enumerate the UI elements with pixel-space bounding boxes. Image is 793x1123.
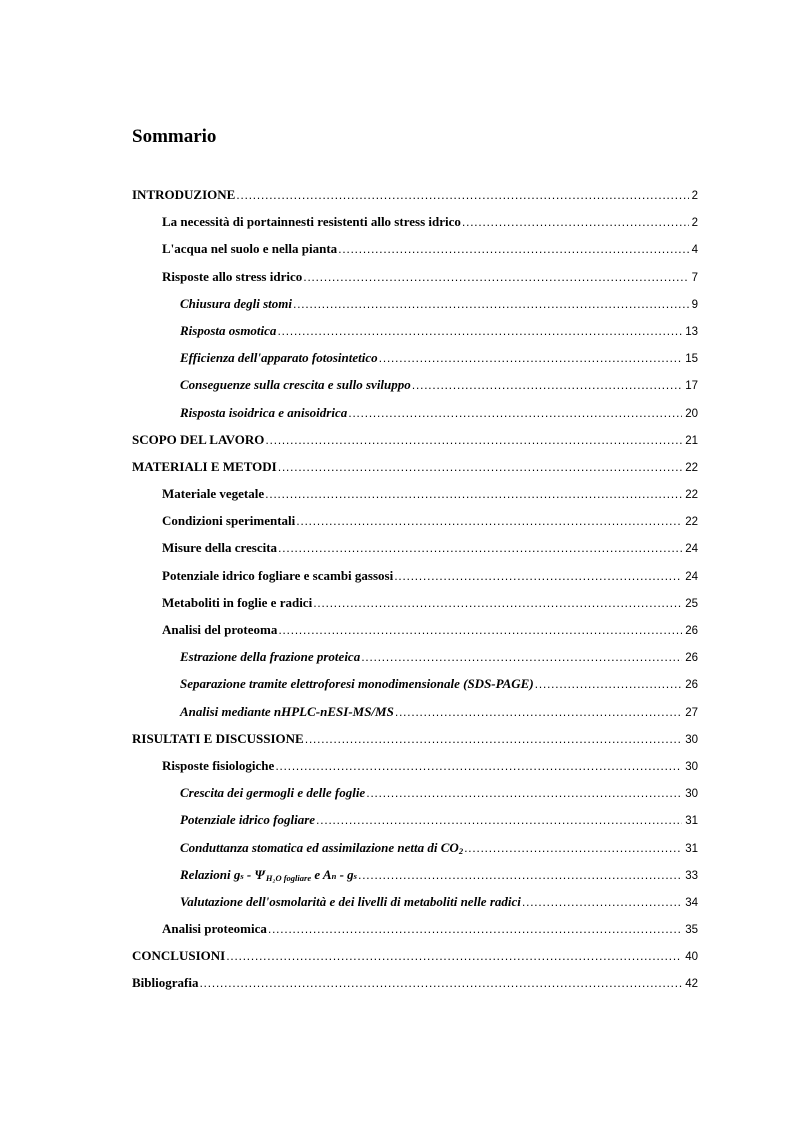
toc-entry-label: Misure della crescita <box>162 540 278 556</box>
toc-entry-misure-crescita[interactable] <box>132 534 698 561</box>
toc-entry-potenziale-scambi[interactable] <box>132 562 698 589</box>
toc-leader-dots <box>462 209 689 236</box>
toc-entry-label: Risposte fisiologiche <box>162 757 275 773</box>
toc-leader-dots <box>303 264 688 291</box>
toc-entry-label: La necessità di portainnesti resistenti allo stress idrico <box>162 214 461 230</box>
toc-entry-risposta-osmotica[interactable] <box>132 317 698 344</box>
co2-subscript: 2 <box>458 845 464 856</box>
toc-entry-label: Bibliografia <box>132 975 199 991</box>
toc-entry-label: Materiale vegetale <box>162 486 265 502</box>
toc-entry-potenziale-idrico[interactable] <box>132 806 698 833</box>
toc-leader-dots <box>278 617 682 644</box>
toc-leader-dots <box>338 236 688 263</box>
toc-entry-page: 26 <box>685 679 698 692</box>
toc-entry-label: Risposta isoidrica e anisoidrica <box>180 404 348 420</box>
toc-entry-page: 4 <box>691 244 698 257</box>
toc-leader-dots <box>226 943 682 970</box>
toc-entry-label: L'acqua nel suolo e nella pianta <box>162 241 338 257</box>
toc-leader-dots <box>277 318 682 345</box>
toc-entry-page: 26 <box>685 625 698 637</box>
toc-leader-dots <box>464 835 682 862</box>
toc-entry-analisi-proteoma[interactable] <box>132 616 698 643</box>
toc-entry-page: 31 <box>685 815 698 828</box>
toc-entry-isoidrica-anisoidrica[interactable] <box>132 399 698 426</box>
toc-entry-chiusura-stomi[interactable] <box>132 290 698 317</box>
toc-entry-bibliografia[interactable] <box>132 969 698 996</box>
toc-leader-dots <box>305 726 682 753</box>
toc-entry-label: Chiusura degli stomi <box>180 295 292 311</box>
toc-entry-page: 7 <box>691 271 698 284</box>
toc-entry-label: Estrazione della frazione proteica <box>180 649 361 665</box>
psi-subscript: H₂O fogliare <box>265 872 312 883</box>
toc-entry-analisi-proteomica[interactable] <box>132 915 698 942</box>
toc-entry-relazioni[interactable] <box>132 861 698 888</box>
toc-entry-acqua-suolo[interactable] <box>132 235 698 262</box>
toc-leader-dots <box>265 481 682 508</box>
toc-entry-page: 25 <box>685 597 698 610</box>
toc-entry-page: 30 <box>685 733 698 746</box>
toc-entry-risposte-stress[interactable] <box>132 263 698 290</box>
toc-entry-page: 17 <box>685 380 698 393</box>
toc-entry-label: Potenziale idrico fogliare e scambi gassosi <box>162 567 394 583</box>
toc-leader-dots <box>522 889 682 916</box>
toc-leader-dots <box>268 916 682 943</box>
toc-entry-page: 24 <box>685 543 698 556</box>
toc-leader-dots <box>379 345 683 372</box>
toc-entry-risposte-fisiologiche[interactable] <box>132 752 698 779</box>
toc-leader-dots <box>293 291 689 318</box>
toc-entry-label: Metaboliti in foglie e radici <box>162 594 313 610</box>
toc-entry-page: 24 <box>685 570 698 583</box>
toc-entry-label: Analisi del proteoma <box>162 622 278 637</box>
toc-entry-label: Efficienza dell'apparato fotosintetico <box>180 350 378 366</box>
toc-entry-page: 42 <box>685 978 698 991</box>
toc-entry-risultati-discussione[interactable] <box>132 725 698 752</box>
toc-leader-dots <box>278 535 682 562</box>
toc-entry-page: 26 <box>685 652 698 665</box>
page-title: Sommario <box>132 126 217 147</box>
toc-entry-page: 31 <box>685 842 698 855</box>
toc-entry-nhplc[interactable] <box>132 698 698 725</box>
toc-entry-materiale-vegetale[interactable] <box>132 480 698 507</box>
toc-entry-label: Valutazione dell'osmolarità e dei livelli di metaboliti nelle radici <box>180 893 521 909</box>
toc-entry-label: Conseguenze sulla crescita e sullo sviluppo <box>180 377 411 393</box>
toc-entry-page: 15 <box>685 353 698 366</box>
toc-leader-dots <box>366 780 682 807</box>
toc-entry-scopo-lavoro[interactable] <box>132 426 698 453</box>
toc-entry-metaboliti[interactable] <box>132 589 698 616</box>
toc-entry-portainnesti[interactable] <box>132 208 698 235</box>
toc-entry-condizioni-sperimentali[interactable] <box>132 507 698 534</box>
toc-entry-conseguenze-crescita[interactable] <box>132 371 698 398</box>
table-of-contents <box>132 181 698 997</box>
toc-entry-label: Separazione tramite elettroforesi monodimensionale (SDS-PAGE) <box>180 676 534 692</box>
toc-entry-page: 22 <box>685 461 698 474</box>
toc-leader-dots <box>275 753 682 780</box>
toc-leader-dots <box>395 699 682 726</box>
toc-entry-page: 35 <box>685 924 698 937</box>
toc-entry-label: Conduttanza stomatica ed assimilazione netta di CO2 <box>180 839 464 856</box>
toc-leader-dots <box>316 807 682 834</box>
toc-entry-page: 21 <box>685 434 698 447</box>
toc-leader-dots <box>394 563 682 590</box>
toc-entry-osmolarita[interactable] <box>132 888 698 915</box>
toc-entry-label: CONCLUSIONI <box>132 948 226 964</box>
toc-entry-conclusioni[interactable] <box>132 942 698 969</box>
toc-entry-label: Analisi proteomica <box>162 921 267 937</box>
toc-entry-crescita-germogli[interactable] <box>132 779 698 806</box>
toc-leader-dots <box>236 182 688 209</box>
toc-entry-label: Analisi mediante nHPLC-nESI-MS/MS <box>180 703 394 719</box>
toc-entry-label: Risposte allo stress idrico <box>162 268 303 284</box>
toc-entry-label: INTRODUZIONE <box>132 187 236 202</box>
toc-entry-efficienza-fotosintetico[interactable] <box>132 344 698 371</box>
toc-leader-dots <box>296 508 682 535</box>
toc-leader-dots <box>199 970 682 997</box>
toc-entry-label: Crescita dei germogli e delle foglie <box>180 785 366 801</box>
toc-entry-conduttanza[interactable] <box>132 834 698 861</box>
toc-entry-label: SCOPO DEL LAVORO <box>132 431 265 447</box>
toc-entry-page: 30 <box>685 788 698 801</box>
toc-entry-page: 27 <box>685 706 698 719</box>
toc-entry-page: 30 <box>685 760 698 773</box>
toc-leader-dots <box>535 671 683 698</box>
toc-entry-page: 9 <box>691 298 698 311</box>
toc-leader-dots <box>265 427 682 454</box>
toc-leader-dots <box>348 400 682 427</box>
toc-entry-label: Risposta osmotica <box>180 322 277 338</box>
toc-leader-dots <box>361 644 682 671</box>
toc-entry-label: Potenziale idrico fogliare <box>180 812 316 828</box>
toc-entry-page: 40 <box>685 951 698 964</box>
toc-entry-estrazione-proteica[interactable] <box>132 643 698 670</box>
toc-entry-page: 34 <box>685 896 698 909</box>
toc-entry-sds-page[interactable] <box>132 670 698 697</box>
toc-entry-materiali-metodi[interactable] <box>132 453 698 480</box>
toc-leader-dots <box>412 372 682 399</box>
toc-entry-introduzione[interactable] <box>132 181 698 208</box>
toc-entry-label: MATERIALI E METODI <box>132 458 277 474</box>
toc-entry-page: 2 <box>691 217 698 230</box>
toc-entry-page: 2 <box>691 190 698 202</box>
toc-leader-dots <box>278 454 682 481</box>
toc-entry-page: 22 <box>685 489 698 502</box>
toc-entry-label: RISULTATI E DISCUSSIONE <box>132 730 304 746</box>
toc-entry-page: 13 <box>685 325 698 338</box>
toc-entry-page: 33 <box>685 869 698 882</box>
toc-leader-dots <box>358 862 682 889</box>
toc-entry-label: Relazioni gs - ΨH₂O fogliare e An - gs <box>180 866 357 883</box>
toc-entry-label: Condizioni sperimentali <box>162 513 296 529</box>
toc-entry-page: 22 <box>685 516 698 529</box>
toc-entry-page: 20 <box>685 407 698 420</box>
toc-leader-dots <box>313 590 682 617</box>
